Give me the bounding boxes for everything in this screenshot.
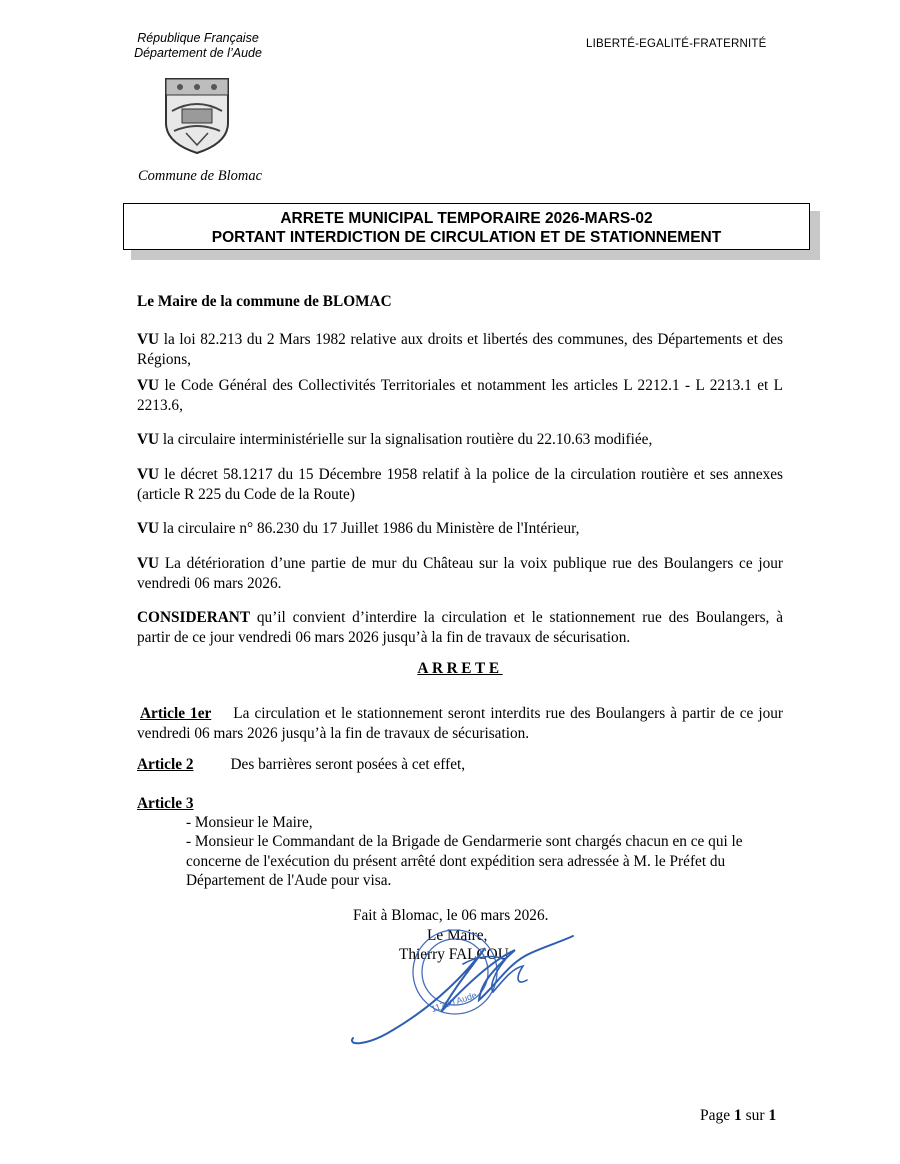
vu-keyword: VU	[137, 466, 160, 483]
signature-stamp	[345, 920, 585, 1055]
of-word: sur	[745, 1107, 765, 1124]
signatory-role: Le Maire,	[427, 926, 488, 944]
article-3-label: Article 3	[137, 795, 194, 812]
motto: LIBERTÉ-EGALITÉ-FRATERNITÉ	[586, 38, 767, 50]
decree-title	[123, 203, 810, 250]
vu-item	[137, 554, 783, 593]
department-line: Département de l’Aude	[134, 46, 262, 60]
vu-keyword: VU	[137, 331, 160, 348]
page-current: 1	[734, 1107, 742, 1124]
article-1	[137, 704, 783, 743]
vu-keyword: VU	[137, 431, 160, 448]
republic-line: République Française	[137, 31, 259, 45]
article-2	[137, 755, 783, 775]
mayor-intro: Le Maire de la commune de BLOMAC	[137, 293, 392, 310]
stamp-text: 11700 Aude	[429, 989, 478, 1015]
vu-text: la loi 82.213 du 2 Mars 1982 relative aux droits et libertés des communes, des Départements et des Régions,	[137, 331, 783, 368]
vu-keyword: VU	[137, 555, 160, 572]
considerant	[137, 608, 783, 647]
arrete-heading: ARRETE	[417, 660, 503, 677]
vu-keyword: VU	[137, 520, 160, 537]
article-1-label: Article 1er	[140, 705, 212, 722]
considerant-text: qu’il convient d’interdire la circulation et le stationnement rue des Boulangers, à partir de ce jour vendredi 06 mars 2026 jusqu’à la fin de travaux de sécurisation.	[137, 609, 783, 646]
commune-name: Commune de Blomac	[138, 168, 263, 184]
article-3-item: - Monsieur le Maire,	[186, 814, 313, 831]
vu-text: La détérioration d’une partie de mur du Château sur la voix publique rue des Boulangers ce jour vendredi 06 mars 2026.	[137, 555, 783, 592]
article-2-text: Des barrières seront posées à cet effet,	[230, 756, 466, 773]
vu-keyword: VU	[137, 377, 160, 394]
vu-item	[137, 465, 783, 504]
article-2-label: Article 2	[137, 756, 194, 773]
vu-text: la circulaire n° 86.230 du 17 Juillet 1986 du Ministère de l'Intérieur,	[159, 520, 580, 537]
page-word: Page	[700, 1107, 731, 1124]
considerant-keyword: CONSIDERANT	[137, 609, 251, 626]
article-3-label-row	[137, 794, 783, 814]
vu-item	[137, 330, 783, 369]
signatory-name: Thierry FALCOU	[399, 946, 509, 963]
article-3-item: - Monsieur le Commandant de la Brigade de Gendarmerie sont chargés chacun en ce qui le concerne de l'exécution du présent arrêté dont expédition sera adressée à M. le Préfet du Département de l'Aude pour visa.	[186, 833, 743, 889]
vu-text: le décret 58.1217 du 15 Décembre 1958 relatif à la police de la circulation routière et ses annexes (article R 225 du Code de la Route)	[137, 466, 783, 503]
vu-text: le Code Général des Collectivités Territoriales et notamment les articles L 2212.1 - L 2213.1 et L 2213.6,	[137, 377, 783, 414]
page-total: 1	[768, 1107, 777, 1124]
title-line-2: PORTANT INTERDICTION DE CIRCULATION ET DE STATIONNEMENT	[211, 229, 722, 246]
vu-item	[137, 519, 783, 539]
issuer-header	[118, 31, 278, 61]
page-number	[700, 1107, 776, 1125]
place-date: Fait à Blomac, le 06 mars 2026.	[353, 907, 549, 924]
title-line-1: ARRETE MUNICIPAL TEMPORAIRE 2026-MARS-02	[280, 210, 653, 227]
coat-of-arms-icon	[162, 75, 232, 155]
vu-item	[137, 376, 783, 415]
article-1-text: La circulation et le stationnement seront interdits rue des Boulangers à partir de ce jour vendredi 06 mars 2026 jusqu’à la fin de travaux de sécurisation.	[137, 705, 783, 742]
vu-text: la circulaire interministérielle sur la signalisation routière du 22.10.63 modifiée,	[159, 431, 653, 448]
vu-item	[137, 430, 783, 450]
